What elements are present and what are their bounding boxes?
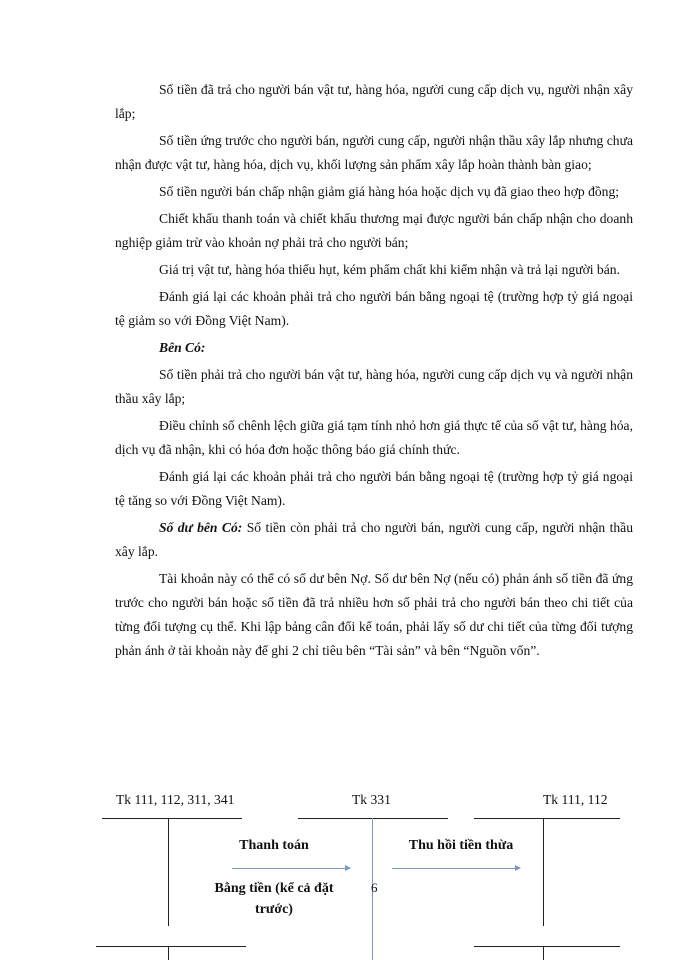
paragraph-closing: Tài khoản này có thể có số dư bên Nợ. Số dư bên Nợ (nếu có) phản ánh số tiền đã ứng trước cho người bán hoặc số tiền đã trả nhiều hơn số phải trả cho người bán theo chi tiết của từng đối tượng cụ thể. Khi lập bảng cân đối kế toán, phải lấy số dư chi tiết của từng đối tượng phản ánh ở tài khoản này để ghi 2 chỉ tiêu bên “Tài sản” và bên “Nguồn vốn”.: [115, 571, 633, 658]
document-body: [115, 78, 633, 666]
right-account-label: Tk 111, 112: [543, 792, 608, 807]
paragraph-debit-5: Giá trị vật tư, hàng hóa thiếu hụt, kém phẩm chất khi kiểm nhận và trả lại người bán.: [159, 262, 620, 277]
paragraph-credit-3: Đánh giá lại các khoản phải trả cho người bán bằng ngoại tệ (trường hợp tỷ giá ngoại tệ tăng so với Đồng Việt Nam).: [115, 469, 633, 508]
right-account-bottom-rule: [474, 946, 620, 947]
middle-account-top-rule: [298, 818, 448, 819]
paragraph-credit-2: Điều chỉnh số chênh lệch giữa giá tạm tính nhỏ hơn giá thực tế của số vật tư, hàng hóa, dịch vụ đã nhận, khi có hóa đơn hoặc thông báo giá chính thức.: [115, 418, 633, 457]
left-entry-title: Thanh toán: [239, 838, 309, 853]
left-account-top-rule: [102, 818, 242, 819]
left-account-lower-divider: [168, 946, 169, 960]
balance-text: Số tiền còn phải trả cho người bán, người cung cấp, người nhận thầu xây lắp.: [115, 520, 633, 559]
right-account-lower-divider: [543, 946, 544, 960]
page-number: 6: [371, 880, 378, 895]
balance-label: Số dư bên Có:: [159, 520, 243, 535]
left-entry-arrow: [232, 868, 350, 869]
right-entry-title: Thu hồi tiền thừa: [408, 838, 514, 853]
paragraph-debit-1: Số tiền đã trả cho người bán vật tư, hàng hóa, người cung cấp dịch vụ, người nhận xây lắp;: [115, 82, 633, 121]
paragraph-credit-1: Số tiền phải trả cho người bán vật tư, hàng hóa, người cung cấp dịch vụ và người nhận thầu xây lắp;: [115, 367, 633, 406]
paragraph-debit-3: Số tiền người bán chấp nhận giảm giá hàng hóa hoặc dịch vụ đã giao theo hợp đồng;: [159, 184, 620, 199]
right-entry-arrow: [392, 868, 520, 869]
right-account-top-rule: [474, 818, 620, 819]
paragraph-debit-6: Đánh giá lại các khoản phải trả cho người bán bằng ngoại tệ (trường hợp tỷ giá ngoại tệ giảm so với Đồng Việt Nam).: [115, 289, 633, 328]
paragraph-balance: [115, 516, 633, 564]
paragraph-debit-4: Chiết khấu thanh toán và chiết khấu thương mại được người bán chấp nhận cho doanh nghiệp giảm trừ vào khoản nợ phải trả cho người bán;: [115, 211, 633, 250]
middle-account-label: Tk 331: [352, 792, 391, 807]
right-account-upper-divider: [543, 818, 544, 926]
left-account-upper-divider: [168, 818, 169, 926]
paragraph-debit-2: Số tiền ứng trước cho người bán, người cung cấp, người nhận thầu xây lắp nhưng chưa nhận được vật tư, hàng hóa, dịch vụ, khối lượng sản phẩm xây lắp hoàn thành bàn giao;: [115, 133, 633, 172]
credit-heading: Bên Có:: [159, 340, 206, 355]
left-entry-description: Bằng tiền (kể cả đặt trước): [214, 881, 334, 917]
left-account-label: Tk 111, 112, 311, 341: [116, 792, 235, 807]
left-account-bottom-rule: [96, 946, 246, 947]
